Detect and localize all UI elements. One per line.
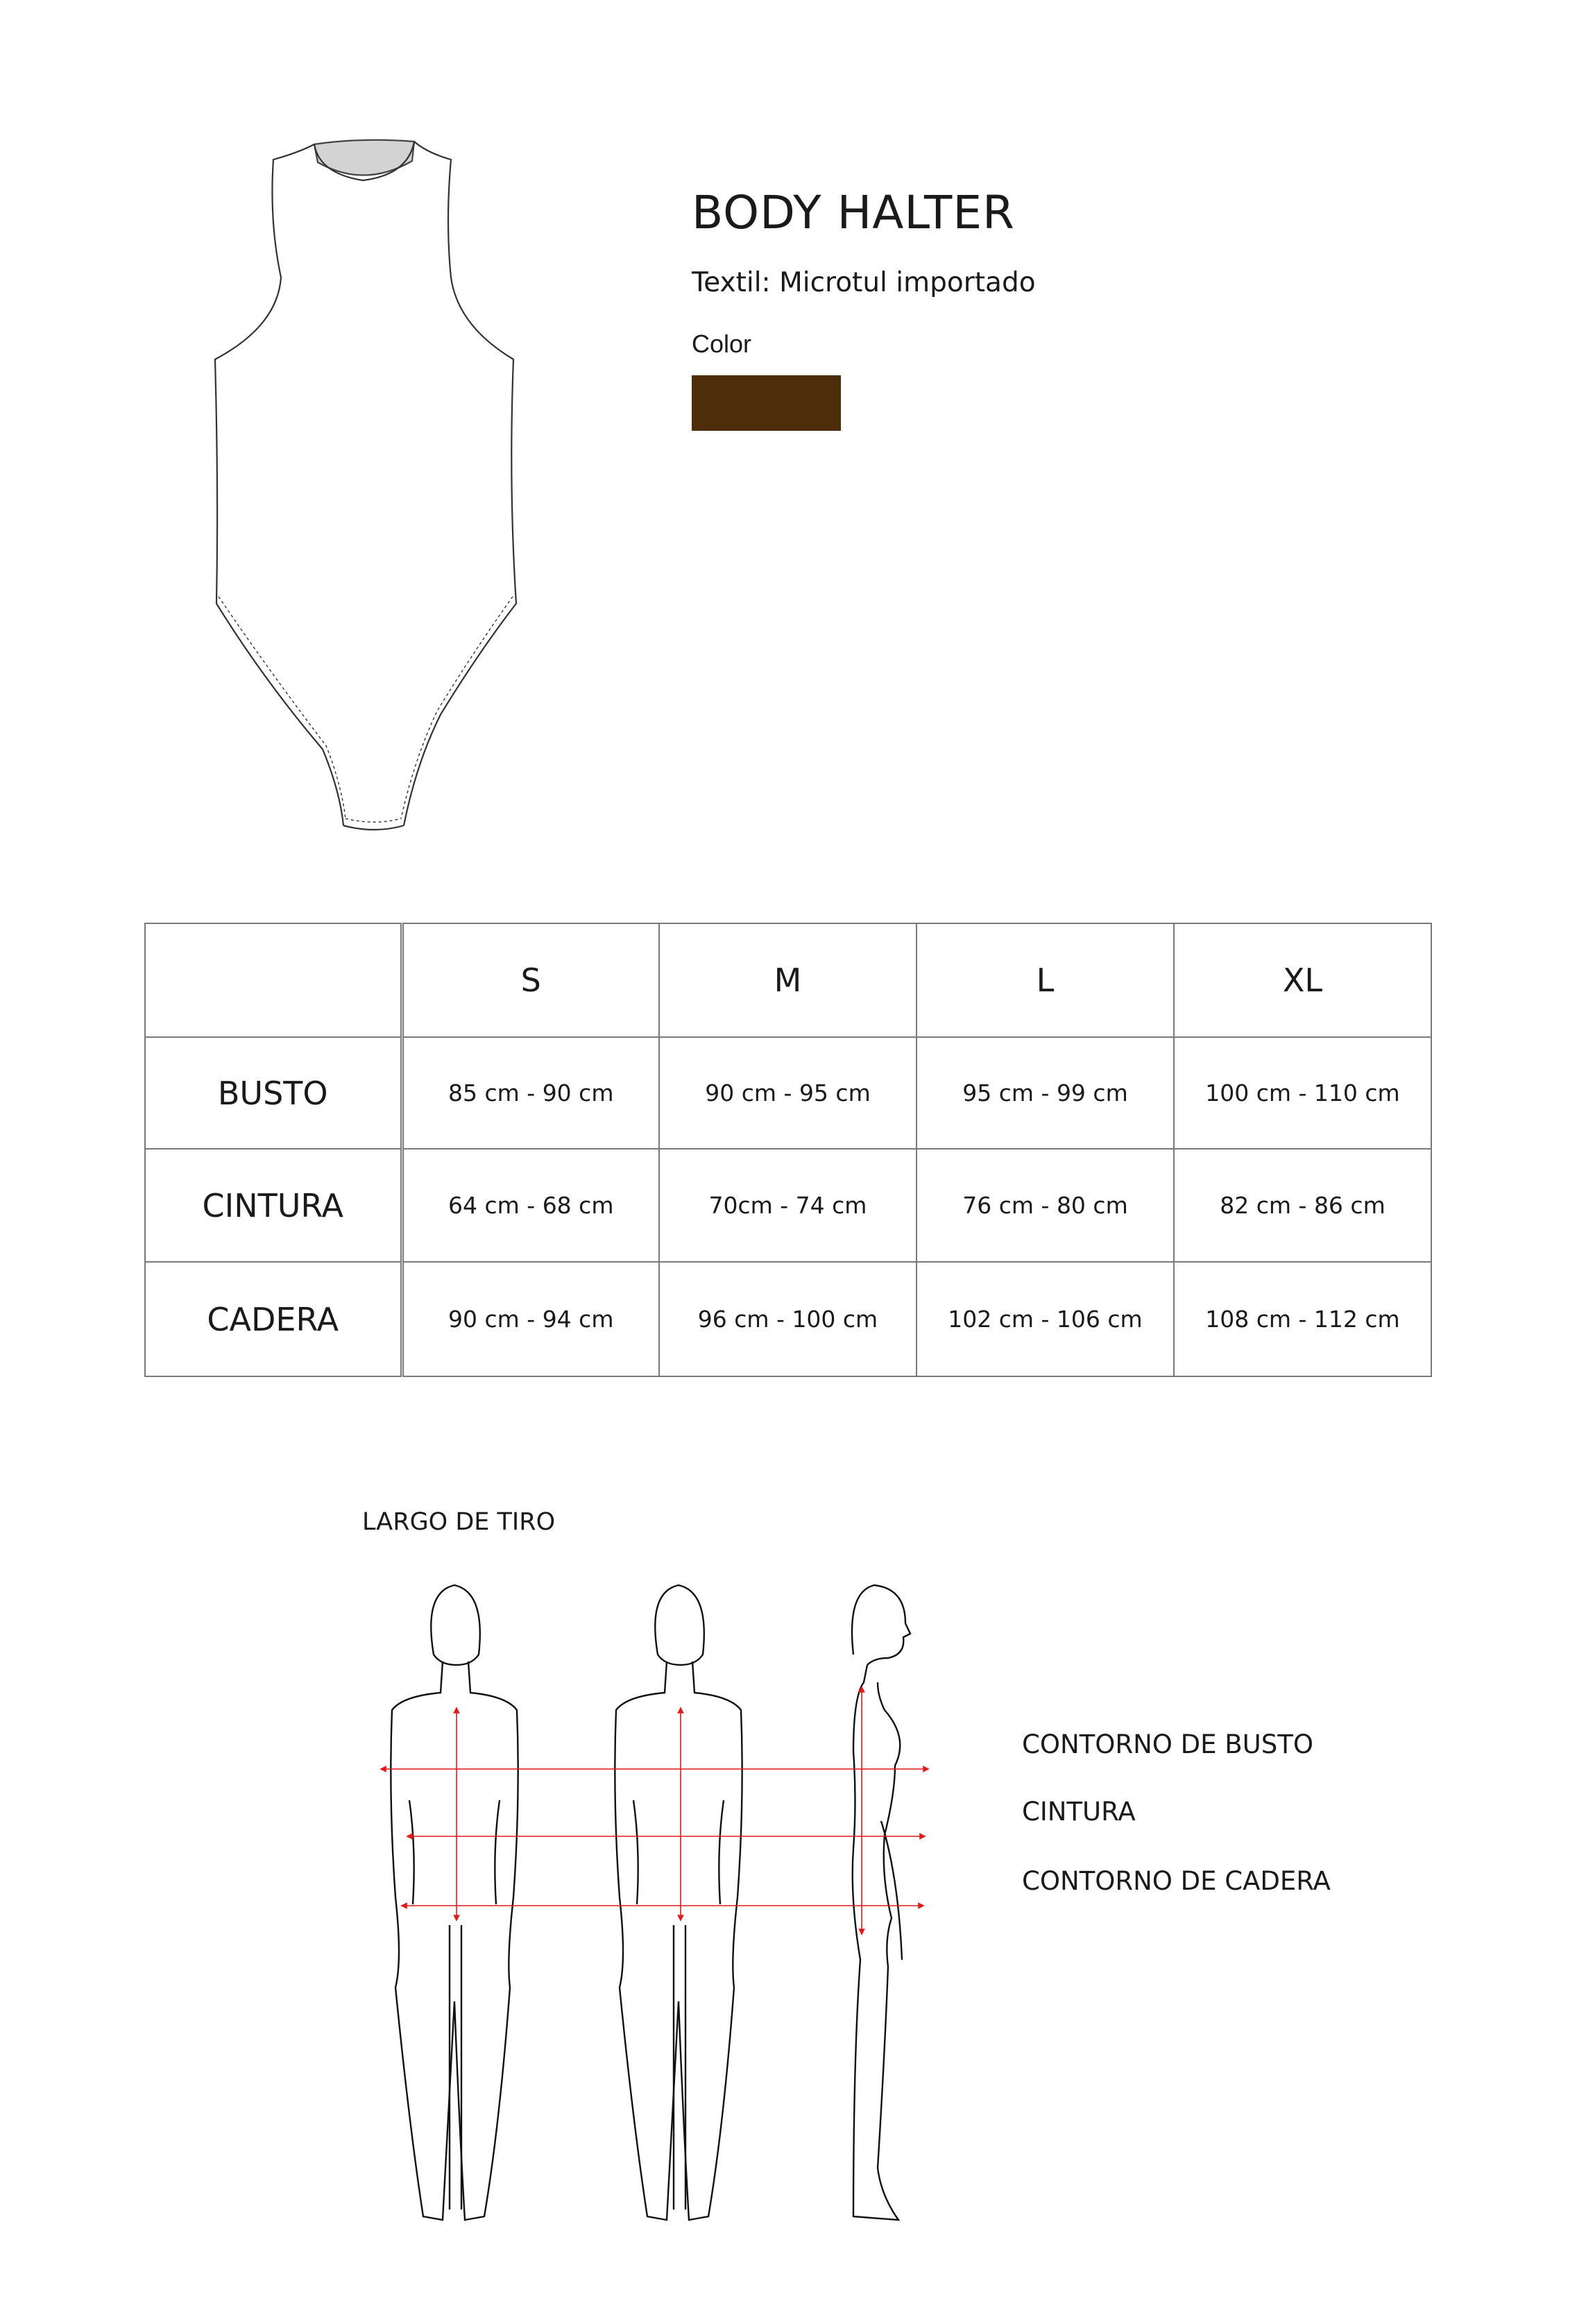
table-cell: 76 cm - 80 cm: [917, 1149, 1174, 1262]
row-label-cintura: CINTURA: [145, 1149, 402, 1262]
size-header-s: S: [402, 923, 659, 1037]
figure-side: [852, 1585, 910, 2220]
table-cell: 90 cm - 95 cm: [659, 1037, 917, 1149]
row-label-busto: BUSTO: [145, 1037, 402, 1149]
table-cell: 82 cm - 86 cm: [1174, 1149, 1431, 1262]
table-cell: 85 cm - 90 cm: [402, 1037, 659, 1149]
table-row: [145, 1149, 1431, 1262]
size-header-xl: XL: [1174, 923, 1431, 1037]
table-cell: 100 cm - 110 cm: [1174, 1037, 1431, 1149]
largo-de-tiro-label: LARGO DE TIRO: [362, 1508, 556, 1536]
size-chart-table: [144, 923, 1432, 1377]
table-corner-cell: [145, 923, 402, 1037]
figure-front: [615, 1585, 742, 2220]
table-cell: 102 cm - 106 cm: [917, 1262, 1174, 1376]
table-cell: 64 cm - 68 cm: [402, 1149, 659, 1262]
color-swatch[interactable]: [692, 375, 841, 431]
table-header-row: [145, 923, 1431, 1037]
table-cell: 90 cm - 94 cm: [402, 1262, 659, 1376]
table-cell: 108 cm - 112 cm: [1174, 1262, 1431, 1376]
table-cell: 95 cm - 99 cm: [917, 1037, 1174, 1149]
figure-back: [391, 1585, 518, 2220]
bodysuit-illustration: [187, 125, 548, 867]
contorno-busto-label: CONTORNO DE BUSTO: [1022, 1729, 1313, 1759]
contorno-cadera-label: CONTORNO DE CADERA: [1022, 1866, 1331, 1896]
cintura-label: CINTURA: [1022, 1797, 1136, 1827]
table-cell: 96 cm - 100 cm: [659, 1262, 917, 1376]
color-label: Color: [692, 330, 752, 358]
size-header-m: M: [659, 923, 917, 1037]
body-measurement-figures: [368, 1571, 944, 2237]
table-row: [145, 1037, 1431, 1149]
table-row: [145, 1262, 1431, 1376]
product-title: BODY HALTER: [692, 186, 1015, 239]
table-cell: 70cm - 74 cm: [659, 1149, 917, 1262]
textile-info: Textil: Microtul importado: [692, 267, 1036, 298]
row-label-cadera: CADERA: [145, 1262, 402, 1376]
size-header-l: L: [917, 923, 1174, 1037]
